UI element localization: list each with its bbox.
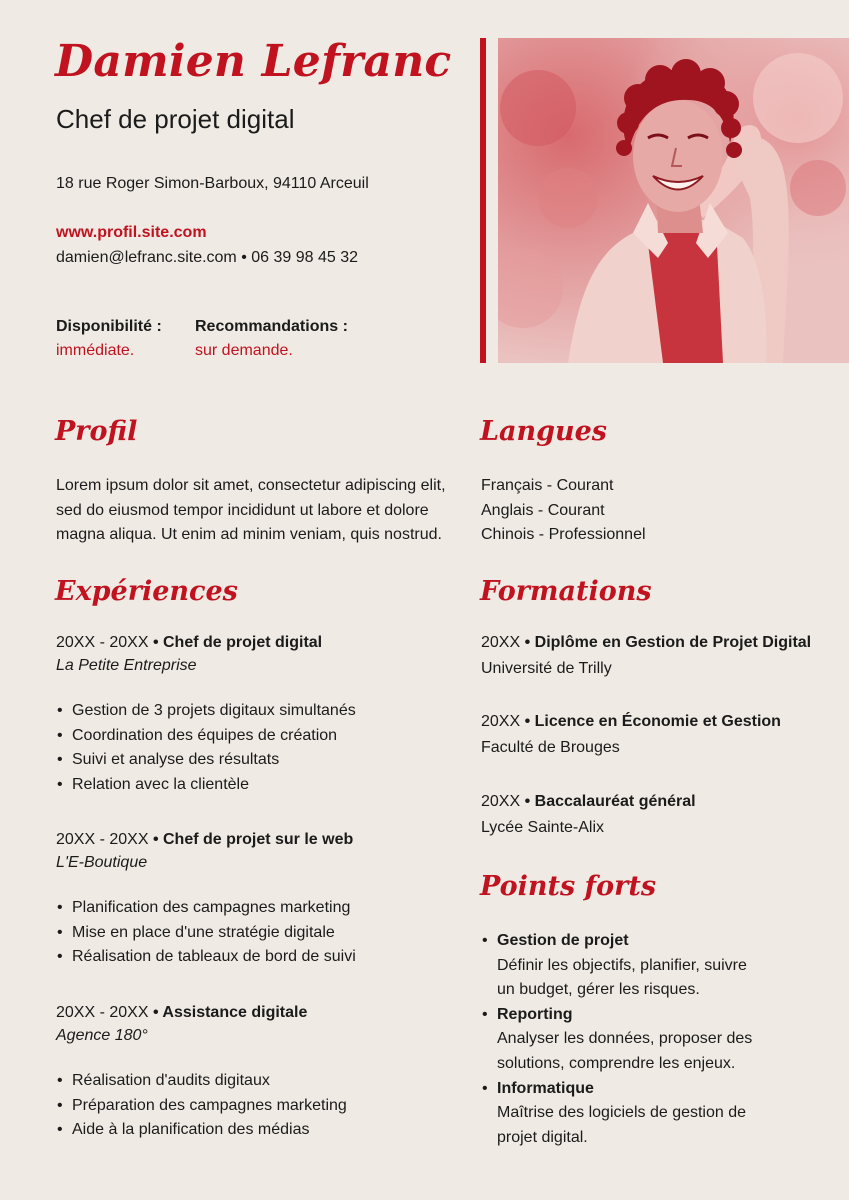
experience-task-list — [56, 1069, 347, 1143]
list-item — [481, 1077, 811, 1151]
list-item: • Gestion de 3 projets digitaux simultanés — [56, 699, 356, 724]
profil-line: Lorem ipsum dolor sit amet, consectetur adipiscing elit, — [56, 477, 446, 494]
profil-text — [56, 474, 456, 548]
separator: • — [520, 634, 535, 651]
list-item: • Planification des campagnes marketing — [56, 896, 356, 921]
formation-year: 20XX — [481, 793, 521, 810]
experience-dates: 20XX - 20XX — [56, 634, 149, 651]
separator: • — [148, 634, 163, 651]
list-item: • Réalisation d'audits digitaux — [56, 1069, 347, 1094]
formation-school: Lycée Sainte-Alix — [481, 819, 605, 836]
experience-role: Assistance digitale — [162, 1004, 308, 1021]
strength-line: Maîtrise des logiciels de gestion de — [497, 1104, 747, 1122]
list-item: Chinois - Professionnel — [481, 526, 646, 543]
experience-task-list — [56, 699, 356, 797]
list-item: • Suivi et analyse des résultats — [56, 748, 356, 773]
recommendations-label: Recommandations : — [195, 318, 348, 335]
experience-dates: 20XX - 20XX — [56, 1004, 149, 1021]
list-item — [481, 1003, 811, 1077]
points-forts-list — [481, 929, 811, 1150]
list-item: Français - Courant — [481, 477, 614, 494]
experiences-heading: Expériences — [55, 576, 238, 607]
strength-title: • Gestion de projet — [497, 932, 629, 949]
list-item: • Aide à la planification des médias — [56, 1118, 347, 1143]
strength-line: Analyser les données, proposer des — [497, 1030, 753, 1048]
separator: • — [520, 713, 535, 730]
strength-line: Définir les objectifs, planifier, suivre — [497, 956, 747, 974]
availability-value: immédiate. — [56, 342, 135, 359]
list-item: • Relation avec la clientèle — [56, 773, 356, 798]
profil-line: sed do eiusmod tempor incididunt ut labore et dolore — [56, 501, 429, 519]
recommendations-block — [195, 318, 348, 360]
formation-year: 20XX — [481, 713, 521, 730]
strength-line: un budget, gérer les risques. — [497, 981, 700, 999]
availability-block — [56, 318, 162, 360]
separator: • — [148, 831, 163, 848]
contact-info: damien@lefranc.site.com • 06 39 98 45 32 — [56, 249, 359, 266]
list-item — [481, 929, 811, 1003]
formation-school: Faculté de Brouges — [481, 739, 620, 756]
accent-bar — [480, 38, 486, 363]
strength-title: • Informatique — [497, 1079, 594, 1097]
availability-label: Disponibilité : — [56, 318, 162, 335]
list-item: • Préparation des campagnes marketing — [56, 1094, 347, 1119]
formation-item — [481, 634, 811, 678]
experience-role: Chef de projet digital — [163, 634, 323, 651]
experience-item — [56, 831, 356, 970]
formation-item — [481, 793, 696, 837]
candidate-name: Damien Lefranc — [55, 36, 452, 87]
points-forts-heading: Points forts — [480, 871, 657, 902]
strength-title: • Reporting — [497, 1005, 573, 1023]
experience-company: L'E-Boutique — [56, 854, 148, 871]
experience-company: La Petite Entreprise — [56, 657, 197, 674]
profile-photo — [498, 38, 849, 363]
separator: • — [148, 1004, 163, 1021]
formations-heading: Formations — [480, 576, 652, 607]
formation-degree: Baccalauréat général — [534, 793, 696, 810]
formation-year: 20XX — [481, 634, 521, 651]
formation-school: Université de Trilly — [481, 660, 612, 677]
list-item: • Mise en place d'une stratégie digitale — [56, 921, 356, 946]
website-link[interactable]: www.profil.site.com — [56, 224, 207, 241]
formation-degree: Diplôme en Gestion de Projet Digital — [534, 634, 812, 651]
profil-heading: Profil — [55, 416, 138, 447]
experience-task-list — [56, 896, 356, 970]
experience-company: Agence 180° — [56, 1027, 148, 1044]
experience-item — [56, 1004, 347, 1143]
list-item: • Réalisation de tableaux de bord de suivi — [56, 945, 356, 970]
profil-line: magna aliqua. Ut enim ad minim veniam, quis nostrud. — [56, 526, 442, 543]
experience-role: Chef de projet sur le web — [163, 831, 354, 848]
langues-heading: Langues — [480, 416, 607, 447]
experience-dates: 20XX - 20XX — [56, 831, 149, 848]
experience-item — [56, 634, 356, 797]
langues-list — [481, 474, 646, 548]
recommendations-value: sur demande. — [195, 342, 293, 359]
strength-line: solutions, comprendre les enjeux. — [497, 1054, 736, 1072]
formation-item — [481, 713, 781, 757]
strength-line: projet digital. — [497, 1128, 588, 1146]
address: 18 rue Roger Simon-Barboux, 94110 Arceuil — [56, 175, 369, 192]
formation-degree: Licence en Économie et Gestion — [534, 713, 781, 730]
separator: • — [520, 793, 535, 810]
list-item: • Coordination des équipes de création — [56, 724, 356, 749]
list-item: Anglais - Courant — [481, 501, 605, 519]
job-title: Chef de projet digital — [56, 104, 295, 134]
